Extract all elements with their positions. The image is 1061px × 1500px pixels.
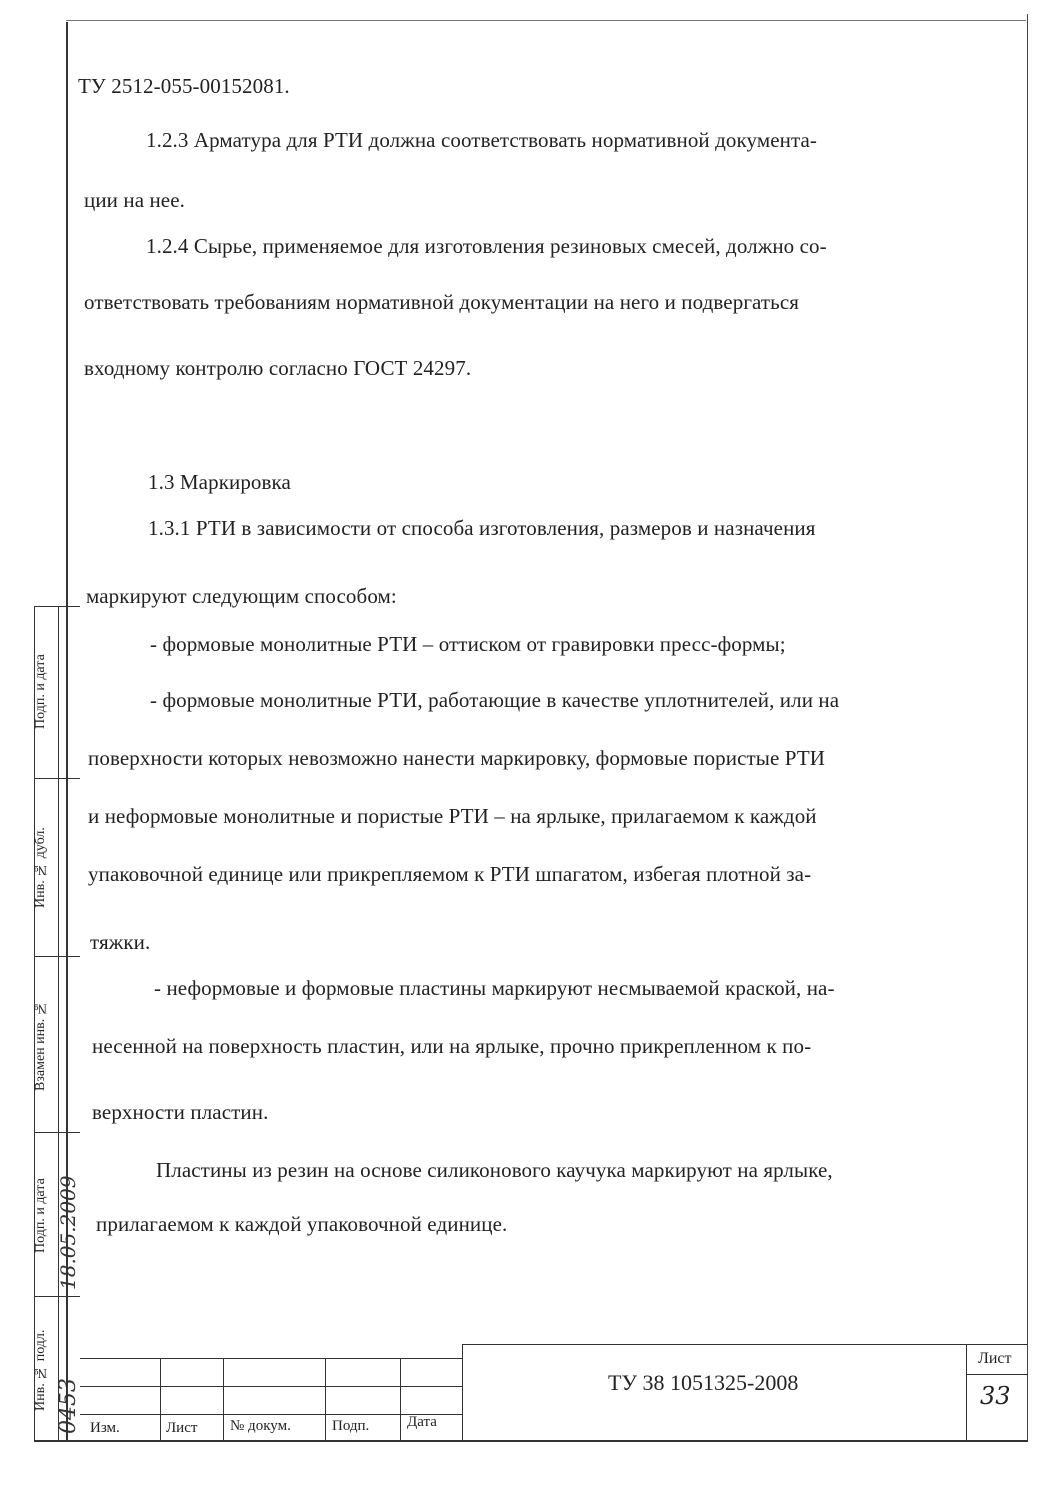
handwritten-signature-date: 18.05.2009 [56, 1175, 80, 1290]
body-text-line: несенной на поверхность пластин, или на ярлыке, прочно прикрепленном к по- [92, 1034, 812, 1058]
side-strip-divider [34, 1132, 80, 1133]
body-text-line: тяжки. [90, 930, 151, 954]
stamp-label-podp: Подп. [332, 1418, 370, 1434]
body-text-line: входному контролю согласно ГОСТ 24297. [84, 356, 472, 380]
side-strip-divider [34, 956, 80, 957]
stamp-label-doc-number: № докум. [230, 1418, 291, 1434]
body-text-line: Пластины из резин на основе силиконового каучука маркируют на ярлыке, [156, 1158, 833, 1182]
body-text-line: - неформовые и формовые пластины маркируют несмываемой краской, на- [154, 976, 835, 1000]
body-text-line: - формовые монолитные РТИ, работающие в качестве уплотнителей, или на [150, 688, 840, 712]
side-strip-divider [34, 778, 80, 779]
side-strip [34, 606, 80, 1440]
frame-bottom-border [34, 1440, 1028, 1442]
side-label-inv-podl: Инв. № подл. [33, 1329, 48, 1411]
body-text-line: поверхности которых невозможно нанести маркировку, формовые пористые РТИ [88, 746, 826, 770]
stamp-top-line [462, 1344, 1028, 1345]
body-text-line: 1.3.1 РТИ в зависимости от способа изготовления, размеров и назначения [148, 516, 816, 540]
stamp-sheet-line [966, 1374, 1028, 1375]
body-text-line: 1.2.4 Сырье, применяемое для изготовления резиновых смесей, должно со- [146, 234, 827, 258]
side-label-vzamen: Взамен инв. № [33, 1000, 48, 1092]
stamp-col-line [325, 1358, 326, 1440]
body-text-line: - формовые монолитные РТИ – оттиском от гравировки пресс-формы; [150, 632, 786, 656]
stamp-col-line [160, 1358, 161, 1440]
body-text-line: верхности пластин. [92, 1100, 269, 1124]
side-label-podp-data: Подп. и дата [33, 654, 48, 730]
stamp-col-line [966, 1344, 967, 1440]
body-text-line: 1.3 Маркировка [148, 470, 291, 494]
body-text-line: прилагаемом к каждой упаковочной единице. [96, 1212, 508, 1236]
stamp-col-line [223, 1358, 224, 1440]
body-text-line: и неформовые монолитные и пористые РТИ – на ярлыке, прилагаемом к каждой [88, 804, 817, 828]
frame-right-border [1027, 14, 1028, 1442]
stamp-label-izm: Изм. [90, 1420, 120, 1436]
side-label-inv-dubl: Инв. № дубл. [33, 827, 48, 909]
sheet-number: 33 [980, 1382, 1011, 1410]
stamp-row-line [80, 1358, 462, 1359]
body-text-line: ответствовать требованиям нормативной документации на него и подвергаться [84, 290, 800, 314]
stamp-label-data: Дата [407, 1414, 437, 1430]
side-strip-divider [34, 606, 80, 607]
handwritten-inventory-number: 0453 [56, 1378, 81, 1434]
side-strip-divider [34, 1296, 80, 1297]
stamp-col-line [462, 1344, 463, 1440]
stamp-row-line [80, 1386, 462, 1387]
side-label-podp-data-2: Подп. и дата [33, 1178, 48, 1254]
stamp-label-list: Лист [166, 1420, 198, 1436]
stamp-row-line [80, 1414, 462, 1415]
body-text-line: упаковочной единице или прикрепляемом к РТИ шпагатом, избегая плотной за- [88, 862, 812, 886]
frame-top-border [66, 20, 1026, 21]
body-text-line: ции на нее. [84, 188, 186, 212]
stamp-col-line [400, 1358, 401, 1440]
body-text-line: маркируют следующим способом: [86, 584, 397, 608]
body-text-line: 1.2.3 Арматура для РТИ должна соответствовать нормативной документа- [146, 128, 818, 152]
sheet-label: Лист [978, 1350, 1012, 1367]
title-block [80, 1344, 1028, 1440]
body-text-line: ТУ 2512-055-00152081. [78, 74, 290, 98]
document-code: ТУ 38 1051325-2008 [608, 1370, 799, 1395]
